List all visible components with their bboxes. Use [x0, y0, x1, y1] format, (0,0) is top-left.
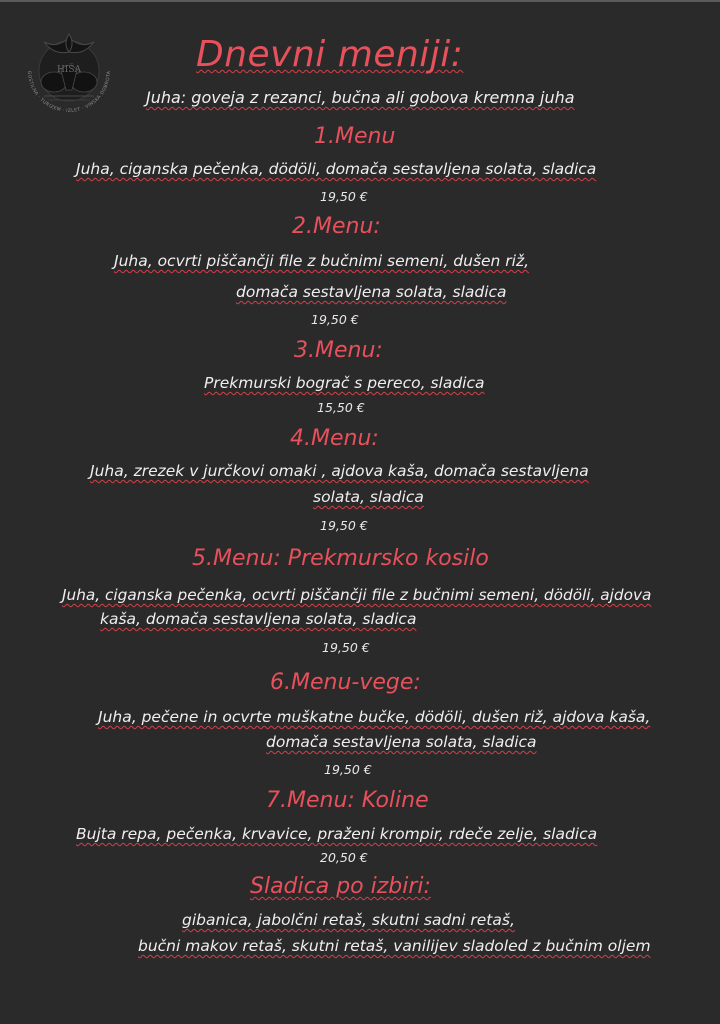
menu-4-line-2: solata, sladica — [313, 488, 424, 506]
menu-7-line-1: Bujta repa, pečenka, krvavice, praženi krompir, rdeče zelje, sladica — [76, 825, 598, 843]
menu-1-price: 19,50 € — [320, 189, 368, 204]
menu-7-price: 20,50 € — [320, 850, 368, 865]
menu-1-line-1: Juha, ciganska pečenka, dödöli, domača sestavljena solata, sladica — [76, 160, 597, 178]
logo-ring-text: GOSTILNA · TURIZEM · IZLET · VINSKA DOBROTA — [25, 70, 113, 115]
top-border — [0, 0, 720, 2]
menu-3-price: 15,50 € — [317, 400, 365, 415]
menu-6-line-1: Juha, pečene in ocvrte muškatne bučke, dödöli, dušen riž, ajdova kaša, — [98, 708, 651, 726]
menu-2-heading: 2.Menu: — [292, 214, 381, 239]
menu-3-line-1: Prekmurski bograč s pereco, sladica — [204, 374, 485, 392]
menu-5-line-2: kaša, domača sestavljena solata, sladica — [100, 610, 417, 628]
menu-4-price: 19,50 € — [320, 518, 368, 533]
menu-1-heading: 1.Menu — [314, 124, 396, 149]
menu-4-line-1: Juha, zrezek v jurčkovi omaki , ajdova kaša, domača sestavljena — [90, 462, 589, 480]
menu-2-line-1: Juha, ocvrti piščančji file z bučnimi semeni, dušen riž, — [114, 252, 530, 270]
menu-5-line-1: Juha, ciganska pečenka, ocvrti piščančji file z bučnimi semeni, dödöli, ajdova — [62, 586, 652, 604]
menu-5-price: 19,50 € — [322, 640, 370, 655]
dessert-line-2: bučni makov retaš, skutni retaš, vanilijev sladoled z bučnim oljem — [138, 937, 651, 955]
page-title: Dnevni meniji: — [196, 34, 464, 75]
menu-4-heading: 4.Menu: — [290, 426, 379, 451]
menu-2-price: 19,50 € — [311, 312, 359, 327]
restaurant-logo — [14, 16, 124, 126]
menu-6-line-2: domača sestavljena solata, sladica — [266, 733, 537, 751]
menu-2-line-2: domača sestavljena solata, sladica — [236, 283, 507, 301]
dessert-line-1: gibanica, jabolčni retaš, skutni sadni retaš, — [182, 911, 515, 929]
menu-6-heading: 6.Menu-vege: — [270, 670, 421, 695]
logo-emblem-icon — [14, 16, 124, 126]
soup-line: Juha: goveja z rezanci, bučna ali gobova kremna juha — [146, 88, 575, 107]
menu-3-heading: 3.Menu: — [294, 338, 383, 363]
dessert-heading: Sladica po izbiri: — [250, 874, 431, 899]
menu-6-price: 19,50 € — [324, 762, 372, 777]
menu-5-heading: 5.Menu: Prekmursko kosilo — [192, 546, 489, 571]
logo-label: HIŠA — [56, 65, 82, 75]
menu-7-heading: 7.Menu: Koline — [266, 788, 429, 813]
